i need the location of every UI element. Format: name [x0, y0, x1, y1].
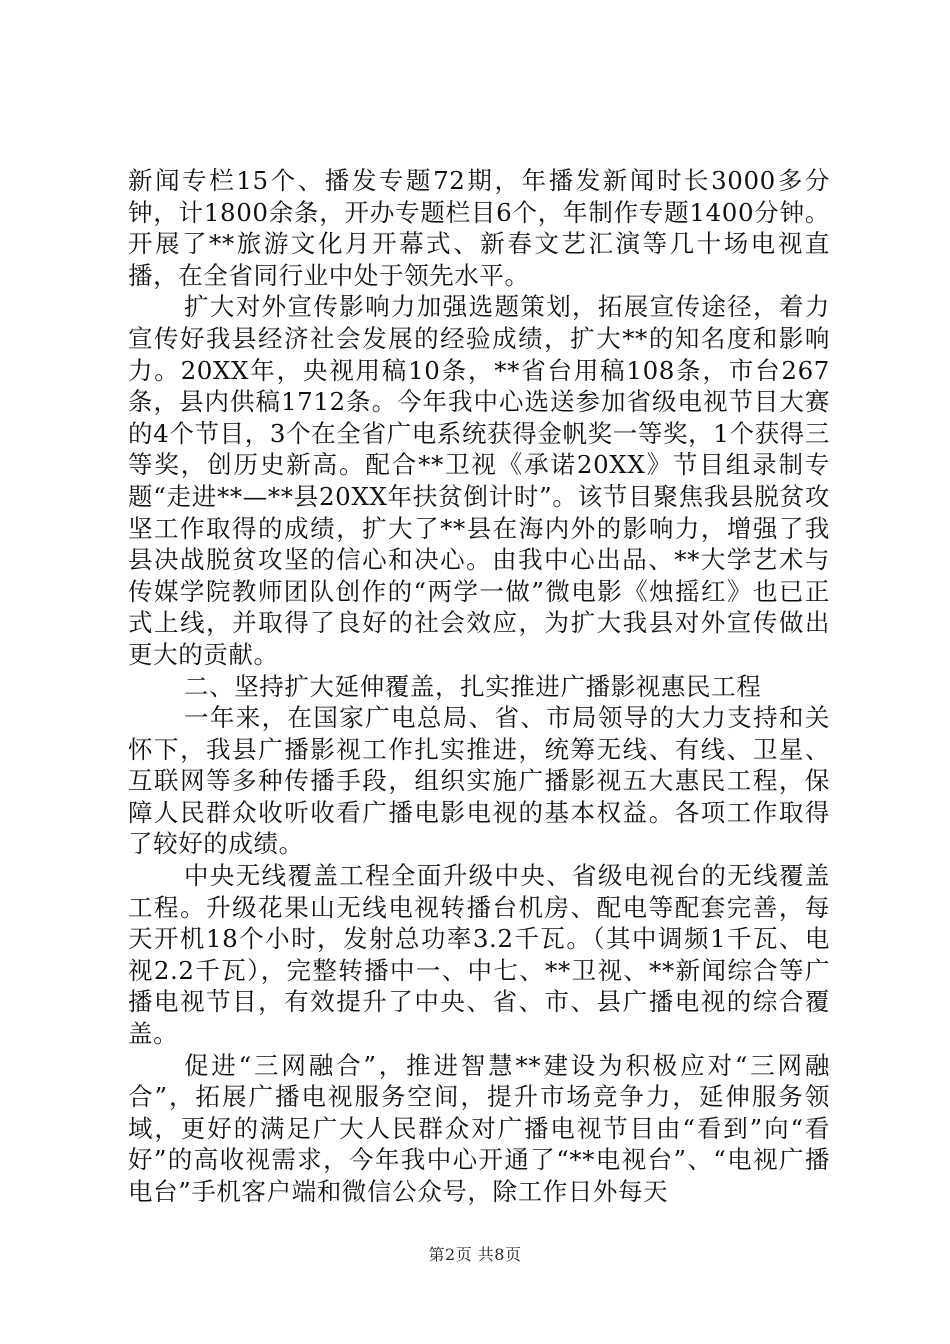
section-heading: 二、坚持扩大延伸覆盖，扎实推进广播影视惠民工程	[184, 671, 762, 701]
paragraph-4: 中央无线覆盖工程全面升级中央、省级电视台的无线覆盖工程。升级花果山无线电视转播台机房、配电等配套完善，每天开机18个小时，发射总功率3.2千瓦。（其中调频1千瓦、电视2.2千瓦），完整转播中一、中七、**卫视、**新闻综合等广播电视节目，有效提升了中央、省、市、县广播电视的综合覆盖。	[128, 861, 830, 1049]
paragraph-5: 促进“三网融合”，推进智慧**建设为积极应对“三网融合”，拓展广播电视服务空间，提升市场竞争力，延伸服务领域，更好的满足广大人民群众对广播电视节目由“看到”向“看好”的高收视需求，今年我中心开通了“**电视台”、“电视广播电台”手机客户端和微信公众号，除工作日外每天	[128, 1050, 830, 1206]
paragraph-2: 扩大对外宣传影响力加强选题策划，拓展宣传途径，着力宣传好我县经济社会发展的经验成绩，扩大**的知名度和影响力。20XX年，央视用稿10条，**省台用稿108条，市台267条，县内供稿1712条。今年我中心选送参加省级电视节目大赛的4个节目，3个在全省广电系统获得金帆奖一等奖，1个获得三等奖，创历史新高。配合**卫视《承诺20XX》节目组录制专题“走进**—**县20XX年扶贫倒计时”。该节目聚焦我县脱贫攻坚工作取得的成绩，扩大了**县在海内外的影响力，增强了我县决战脱贫攻坚的信心和决心。由我中心出品、**大学艺术与传媒学院教师团队创作的“两学一做”微电影《烛摇红》也已正式上线，并取得了良好的社会效应，为扩大我县对外宣传做出更大的贡献。	[128, 292, 831, 669]
page-number: 第2页 共8页	[428, 1245, 522, 1264]
document-body	[128, 165, 830, 1208]
page-footer	[0, 1242, 950, 1265]
paragraph-1: 新闻专栏15个、播发专题72期，年播发新闻时长3000多分钟，计1800余条，开办专题栏目6个，年制作专题1400分钟。开展了**旅游文化月开幕式、新春文艺汇演等几十场电视直播，在全省同行业中处于领先水平。	[128, 166, 830, 290]
paragraph-3: 一年来，在国家广电总局、省、市局领导的大力支持和关怀下，我县广播影视工作扎实推进，统筹无线、有线、卫星、互联网等多种传播手段，组织实施广播影视五大惠民工程，保障人民群众收听收看广播电影电视的基本权益。各项工作取得了较好的成绩。	[128, 703, 830, 859]
